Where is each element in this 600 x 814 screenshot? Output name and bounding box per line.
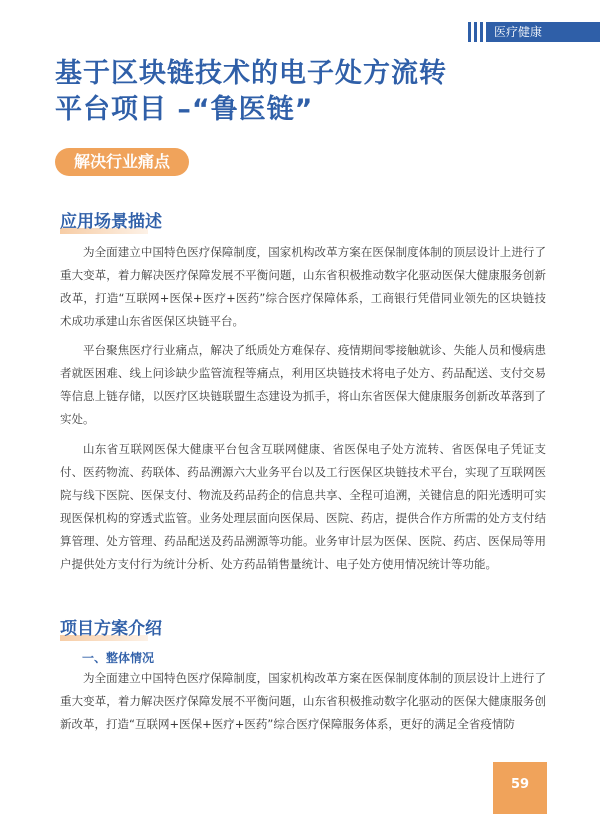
- page-title: [55, 56, 555, 128]
- plan-heading: 项目方案介绍: [60, 619, 162, 639]
- header-stripes: [468, 22, 483, 42]
- scene-paragraph-3: 山东省互联网医保大健康平台包含互联网健康、省医保电子处方流转、省医保电子凭证支付、医药物流、药联体、药品溯源六大业务平台以及工行医保区块链技术平台，实现了互联网医院与线下医院、医保支付、物流及药品药企的信息共享、全程可追溯，关键信息的阳光透明可实现医保机构的穿透式监管。业务处理层面向医保局、医院、药店，提供合作方所需的处方支付结算管理、处方管理、药品配送及药品溯源等功能。业务审计层为医保、医院、药店、医保局等用户提供处方支付行为统计分析、处方药品销售量统计、电子处方使用情况统计等功能。: [60, 442, 546, 571]
- scene-paragraph-2: 平台聚焦医疗行业痛点，解决了纸质处方难保存、疫情期间零接触就诊、失能人员和慢病患者就医困难、线上问诊缺少监管流程等痛点，利用区块链技术将电子处方、药品配送、支付交易等信息上链存储，以医疗区块链联盟生态建设为抓手，将山东省医保大健康服务创新改革落到了实处。: [60, 343, 546, 426]
- title-line-1: 基于区块链技术的电子处方流转: [55, 58, 447, 89]
- overview-subheading: 一、整体情况: [82, 651, 155, 665]
- pain-point-badge: 解决行业痛点: [55, 148, 189, 176]
- page-number: 59: [493, 762, 547, 814]
- scene-heading: 应用场景描述: [60, 212, 162, 232]
- scene-paragraph-1: 为全面建立中国特色医疗保障制度，国家机构改革方案在医保制度体制的顶层设计上进行了重大变革，着力解决医疗保障发展不平衡问题，山东省积极推动数字化驱动医保大健康服务创新改革，打造“互联网+医保+医疗+医药”综合医疗保障体系，工商银行凭借同业领先的区块链技术成功承建山东省医保区块链平台。: [60, 245, 546, 328]
- plan-paragraph: 为全面建立中国特色医疗保障制度，国家机构改革方案在医保制度体制的顶层设计上进行了重大变革，着力解决医疗保障发展不平衡问题，山东省积极推动数字化驱动的医保大健康服务创新改革，打造“互联网+医保+医疗+医药”综合医疗保障服务体系，更好的满足全省疫情防: [60, 671, 546, 731]
- title-line-2: 平台项目 –“鲁医链”: [55, 94, 314, 125]
- section-label: 医疗健康: [486, 22, 600, 42]
